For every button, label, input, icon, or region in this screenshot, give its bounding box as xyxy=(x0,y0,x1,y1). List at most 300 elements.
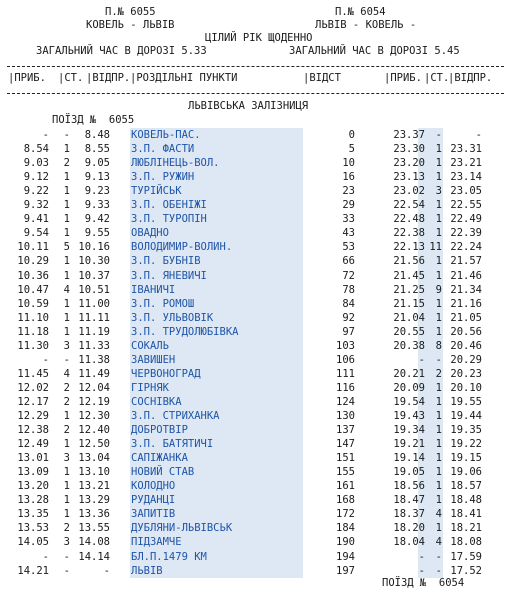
distance: 161 xyxy=(336,480,355,493)
station-name[interactable]: З.П. ФАСТИ xyxy=(131,143,195,156)
table-row xyxy=(0,142,517,156)
departure-left: 9.13 xyxy=(84,171,110,184)
distance: 103 xyxy=(336,339,355,352)
departure-right: 18.41 xyxy=(450,508,482,521)
table-row xyxy=(0,353,517,367)
stop-left: 1 xyxy=(63,171,70,184)
departure-right: 20.10 xyxy=(450,381,482,394)
departure-right: 20.23 xyxy=(450,367,482,380)
station-name[interactable]: ІВАНИЧІ xyxy=(131,283,176,296)
col-st-right: |СТ. xyxy=(424,72,450,84)
stop-left: 2 xyxy=(63,395,70,408)
arrival-right: 18.37 xyxy=(393,508,425,521)
departure-right: 21.46 xyxy=(450,269,482,282)
departure-left: 11.19 xyxy=(78,325,110,338)
table-row xyxy=(0,395,517,409)
distance: 155 xyxy=(336,466,355,479)
stop-left: 1 xyxy=(63,438,70,451)
stop-right: 4 xyxy=(435,536,442,549)
departure-left: 9.23 xyxy=(84,185,110,198)
departure-right: 22.39 xyxy=(450,227,482,240)
station-name[interactable]: З.П. БАТЯТИЧІ xyxy=(131,438,214,451)
departure-left: 13.21 xyxy=(78,480,110,493)
stop-left: - xyxy=(63,129,70,141)
arrival-right: 18.04 xyxy=(393,536,425,549)
distance: 23 xyxy=(342,185,355,198)
station-name[interactable]: ЗАПИТІВ xyxy=(131,508,176,521)
arrival-left: 13.01 xyxy=(17,452,49,465)
arrival-right: - xyxy=(418,550,425,563)
departure-left: 14.08 xyxy=(78,536,110,549)
stop-left: 3 xyxy=(63,452,70,465)
stop-left: 2 xyxy=(63,424,70,437)
arrival-left: 10.36 xyxy=(17,269,49,282)
arrival-left: 12.02 xyxy=(17,381,49,394)
departure-left: 11.38 xyxy=(78,353,110,366)
station-name[interactable]: ЧЕРВОНОГРАД xyxy=(131,367,201,380)
distance: 194 xyxy=(336,550,355,563)
table-row xyxy=(0,479,517,493)
table-row xyxy=(0,269,517,283)
stop-right: 4 xyxy=(435,508,442,521)
station-name[interactable]: ТУРІЙСЬК xyxy=(131,185,182,198)
departure-right: 19.55 xyxy=(450,395,482,408)
distance: 151 xyxy=(336,452,355,465)
stop-left: 1 xyxy=(63,480,70,493)
departure-right: 18.08 xyxy=(450,536,482,549)
station-name[interactable]: ГІРНЯК xyxy=(131,381,169,394)
station-name[interactable]: ДОБРОТВІР xyxy=(131,424,188,437)
table-row xyxy=(0,409,517,423)
col-arr-left: |ПРИБ. xyxy=(8,72,46,84)
departure-left: 13.55 xyxy=(78,522,110,535)
station-name[interactable]: ЗАВИШЕН xyxy=(131,353,176,366)
table-row xyxy=(0,564,517,578)
stop-left: 1 xyxy=(63,143,70,156)
stop-right: 1 xyxy=(435,381,442,394)
departure-right: 23.21 xyxy=(450,157,482,170)
arrival-right: 18.47 xyxy=(393,494,425,507)
arrival-right: 19.34 xyxy=(393,424,425,437)
arrival-left: 13.09 xyxy=(17,466,49,479)
stop-right: 2 xyxy=(435,367,442,380)
distance: 66 xyxy=(342,255,355,268)
departure-right: 17.59 xyxy=(450,550,482,563)
stop-right: 1 xyxy=(435,199,442,212)
departure-left: 14.14 xyxy=(78,550,110,563)
departure-right: 19.35 xyxy=(450,424,482,437)
station-name[interactable]: СОКАЛЬ xyxy=(131,339,169,352)
station-name[interactable]: ОВАДНО xyxy=(131,227,169,240)
station-name[interactable]: ЛЬВІВ xyxy=(131,564,163,577)
station-name[interactable]: З.П. ТРУДОЛЮБІВКА xyxy=(131,325,239,338)
stop-right: 9 xyxy=(435,283,442,296)
arrival-left: 14.21 xyxy=(17,564,49,577)
station-name[interactable]: З.П. ОБЕНІЖІ xyxy=(131,199,207,212)
departure-right: 22.24 xyxy=(450,241,482,254)
station-name[interactable]: ЛЮБЛІНЕЦЬ-ВОЛ. xyxy=(131,157,220,170)
arrival-right: 20.55 xyxy=(393,325,425,338)
departure-right: 20.56 xyxy=(450,325,482,338)
arrival-right: 21.45 xyxy=(393,269,425,282)
stop-left: 1 xyxy=(63,227,70,240)
stop-left: - xyxy=(63,564,70,577)
arrival-right: 20.21 xyxy=(393,367,425,380)
departure-left: 12.04 xyxy=(78,381,110,394)
train-number-right: П.№ 6054 xyxy=(335,6,386,18)
arrival-left: 10.47 xyxy=(17,283,49,296)
arrival-right: 19.05 xyxy=(393,466,425,479)
table-row xyxy=(0,226,517,240)
total-time-right: ЗАГАЛЬНИЙ ЧАС В ДОРОЗІ 5.45 xyxy=(289,45,460,57)
departure-left: 9.42 xyxy=(84,213,110,226)
distance: 197 xyxy=(336,564,355,577)
departure-right: 20.29 xyxy=(450,353,482,366)
arrival-right: 20.09 xyxy=(393,381,425,394)
arrival-right: 22.54 xyxy=(393,199,425,212)
station-name[interactable]: З.П. РОМОШ xyxy=(131,297,195,310)
table-row xyxy=(0,240,517,254)
arrival-right: - xyxy=(418,564,425,577)
table-row xyxy=(0,493,517,507)
stop-left: 5 xyxy=(63,241,70,254)
stop-right: 1 xyxy=(435,325,442,338)
departure-right: - xyxy=(475,129,482,141)
departure-left: 9.33 xyxy=(84,199,110,212)
table-row xyxy=(0,437,517,451)
table-row xyxy=(0,521,517,535)
stop-right: - xyxy=(435,129,442,141)
distance: 137 xyxy=(336,424,355,437)
arrival-left: 8.54 xyxy=(23,143,49,156)
distance: 43 xyxy=(342,227,355,240)
schedule-days: ЦІЛИЙ РІК ЩОДЕННО xyxy=(205,32,313,44)
arrival-right: 19.14 xyxy=(393,452,425,465)
station-name[interactable]: ВОЛОДИМИР-ВОЛИН. xyxy=(131,241,233,254)
stop-left: 1 xyxy=(63,311,70,324)
arrival-right: 22.38 xyxy=(393,227,425,240)
stop-left: 4 xyxy=(63,283,70,296)
distance: 124 xyxy=(336,395,355,408)
arrival-right: 21.04 xyxy=(393,311,425,324)
arrival-left: 11.45 xyxy=(17,367,49,380)
distance: 10 xyxy=(342,157,355,170)
distance: 72 xyxy=(342,269,355,282)
table-row xyxy=(0,465,517,479)
railway-name: ЛЬВІВСЬКА ЗАЛІЗНИЦЯ xyxy=(188,100,309,112)
arrival-right: 20.38 xyxy=(393,339,425,352)
stop-right: 1 xyxy=(435,227,442,240)
arrival-left: 12.49 xyxy=(17,438,49,451)
departure-left: 12.40 xyxy=(78,424,110,437)
table-row xyxy=(0,451,517,465)
distance: 5 xyxy=(348,143,355,156)
departure-right: 21.57 xyxy=(450,255,482,268)
distance: 0 xyxy=(348,129,355,141)
departure-right: 23.05 xyxy=(450,185,482,198)
arrival-right: 23.37 xyxy=(393,129,425,141)
stop-right: 1 xyxy=(435,480,442,493)
stop-right: 1 xyxy=(435,213,442,226)
arrival-right: 22.48 xyxy=(393,213,425,226)
arrival-right: 18.20 xyxy=(393,522,425,535)
table-row xyxy=(0,254,517,268)
station-name[interactable]: ДУБЛЯНИ-ЛЬВІВСЬК xyxy=(131,522,233,535)
departure-left: 12.30 xyxy=(78,410,110,422)
stop-right: 1 xyxy=(435,297,442,310)
stop-left: 1 xyxy=(63,185,70,198)
stop-left: 2 xyxy=(63,157,70,170)
stop-left: 1 xyxy=(63,410,70,422)
arrival-right: 19.21 xyxy=(393,438,425,451)
stop-left: 1 xyxy=(63,494,70,507)
departure-left: 12.50 xyxy=(78,438,110,451)
station-name[interactable]: РУДАНЦІ xyxy=(131,494,176,507)
table-row xyxy=(0,184,517,198)
station-name[interactable]: З.П. ТУРОПІН xyxy=(131,213,207,226)
station-name[interactable]: НОВИЙ СТАВ xyxy=(131,466,195,479)
departure-left: 13.36 xyxy=(78,508,110,521)
stop-left: - xyxy=(63,550,70,563)
station-name[interactable]: З.П. ЯНЕВИЧІ xyxy=(131,269,207,282)
stop-right: 1 xyxy=(435,255,442,268)
departure-left: 13.04 xyxy=(78,452,110,465)
arrival-left: - xyxy=(42,550,49,563)
station-name[interactable]: З.П. СТРИХАНКА xyxy=(131,410,220,422)
distance: 33 xyxy=(342,213,355,226)
stop-left: 2 xyxy=(63,522,70,535)
departure-left: 10.37 xyxy=(78,269,110,282)
arrival-left: - xyxy=(42,129,49,141)
arrival-right: 22.13 xyxy=(393,241,425,254)
stop-left: 4 xyxy=(63,367,70,380)
arrival-left: 13.28 xyxy=(17,494,49,507)
arrival-right: 23.20 xyxy=(393,157,425,170)
arrival-left: 12.38 xyxy=(17,424,49,437)
departure-right: 22.55 xyxy=(450,199,482,212)
stop-left: 3 xyxy=(63,536,70,549)
stop-left: 1 xyxy=(63,297,70,310)
distance: 97 xyxy=(342,325,355,338)
table-row xyxy=(0,297,517,311)
departure-left: 11.33 xyxy=(78,339,110,352)
arrival-left: - xyxy=(42,353,49,366)
table-row xyxy=(0,128,517,142)
train-number-left: П.№ 6055 xyxy=(105,6,156,18)
stop-left: 2 xyxy=(63,381,70,394)
departure-left: 11.00 xyxy=(78,297,110,310)
arrival-right: 19.54 xyxy=(393,395,425,408)
stop-right: - xyxy=(435,550,442,563)
arrival-left: 9.03 xyxy=(23,157,49,170)
distance: 16 xyxy=(342,171,355,184)
arrival-left: 12.29 xyxy=(17,410,49,422)
stop-left: 1 xyxy=(63,508,70,521)
stop-left: 1 xyxy=(63,325,70,338)
arrival-right: 18.56 xyxy=(393,480,425,493)
divider-top xyxy=(7,66,504,67)
arrival-right: 21.56 xyxy=(393,255,425,268)
departure-left: 13.29 xyxy=(78,494,110,507)
distance: 168 xyxy=(336,494,355,507)
arrival-left: 13.35 xyxy=(17,508,49,521)
departure-left: 12.19 xyxy=(78,395,110,408)
departure-right: 21.16 xyxy=(450,297,482,310)
col-distance: |ВІДСТ xyxy=(303,72,341,84)
departure-right: 21.05 xyxy=(450,311,482,324)
table-row xyxy=(0,535,517,549)
table-row xyxy=(0,311,517,325)
departure-left: 8.48 xyxy=(84,129,110,141)
arrival-left: 11.10 xyxy=(17,311,49,324)
arrival-left: 10.29 xyxy=(17,255,49,268)
departure-left: 10.16 xyxy=(78,241,110,254)
col-dep-left: |ВІДПР. xyxy=(86,72,131,84)
stop-left: 1 xyxy=(63,466,70,479)
departure-right: 23.31 xyxy=(450,143,482,156)
station-name[interactable]: САПІЖАНКА xyxy=(131,452,188,465)
stop-right: 1 xyxy=(435,522,442,535)
stop-right: 1 xyxy=(435,395,442,408)
stop-right: 1 xyxy=(435,143,442,156)
distance: 184 xyxy=(336,522,355,535)
departure-left: 9.55 xyxy=(84,227,110,240)
stop-left: 1 xyxy=(63,199,70,212)
departure-right: 23.14 xyxy=(450,171,482,184)
table-row xyxy=(0,156,517,170)
departure-left: 11.11 xyxy=(78,311,110,324)
stop-right: 1 xyxy=(435,157,442,170)
arrival-left: 13.53 xyxy=(17,522,49,535)
table-row xyxy=(0,212,517,226)
station-name[interactable]: БЛ.П.1479 КМ xyxy=(131,550,207,563)
stop-left: 3 xyxy=(63,339,70,352)
station-name[interactable]: З.П. БУБНІВ xyxy=(131,255,201,268)
arrival-left: 13.20 xyxy=(17,480,49,493)
departure-left: 13.10 xyxy=(78,466,110,479)
station-name[interactable]: З.П. РУЖИН xyxy=(131,171,195,184)
stop-right: 11 xyxy=(429,241,442,254)
departure-left: 11.49 xyxy=(78,367,110,380)
arrival-right: 19.43 xyxy=(393,410,425,422)
arrival-right: 23.13 xyxy=(393,171,425,184)
departure-right: 19.22 xyxy=(450,438,482,451)
distance: 78 xyxy=(342,283,355,296)
arrival-right: 21.15 xyxy=(393,297,425,310)
arrival-left: 14.05 xyxy=(17,536,49,549)
route-right: ЛЬВІВ - КОВЕЛЬ - xyxy=(315,19,417,31)
station-name[interactable]: ПІДЗАМЧЕ xyxy=(131,536,182,549)
table-row xyxy=(0,283,517,297)
table-row xyxy=(0,325,517,339)
table-row xyxy=(0,423,517,437)
stop-left: 1 xyxy=(63,255,70,268)
stop-right: 1 xyxy=(435,424,442,437)
departure-right: 17.52 xyxy=(450,564,482,577)
table-row xyxy=(0,550,517,564)
departure-right: 22.49 xyxy=(450,213,482,226)
arrival-left: 9.41 xyxy=(23,213,49,226)
station-name[interactable]: СОСНІВКА xyxy=(131,395,182,408)
station-name[interactable]: З.П. УЛЬВОВІК xyxy=(131,311,214,324)
distance: 53 xyxy=(342,241,355,254)
stop-right: - xyxy=(435,353,442,366)
departure-right: 18.48 xyxy=(450,494,482,507)
departure-right: 19.44 xyxy=(450,410,482,422)
stop-right: 1 xyxy=(435,311,442,324)
table-row xyxy=(0,170,517,184)
table-row xyxy=(0,198,517,212)
departure-left: 9.05 xyxy=(84,157,110,170)
route-left: КОВЕЛЬ - ЛЬВІВ xyxy=(86,19,175,31)
distance: 84 xyxy=(342,297,355,310)
distance: 116 xyxy=(336,381,355,394)
divider-columns xyxy=(7,93,504,94)
departure-left: 10.51 xyxy=(78,283,110,296)
distance: 106 xyxy=(336,353,355,366)
arrival-right: - xyxy=(418,353,425,366)
stop-right: - xyxy=(435,564,442,577)
stop-right: 1 xyxy=(435,438,442,451)
table-row xyxy=(0,507,517,521)
departure-right: 19.06 xyxy=(450,466,482,479)
col-stations: |РОЗДІЛЬНІ ПУНКТИ xyxy=(130,72,238,84)
arrival-left: 9.12 xyxy=(23,171,49,184)
arrival-right: 21.25 xyxy=(393,283,425,296)
departure-right: 18.21 xyxy=(450,522,482,535)
station-name[interactable]: КОВЕЛЬ-ПАС. xyxy=(131,129,201,141)
train-label-bottom: ПОЇЗД № 6054 xyxy=(382,577,465,589)
arrival-left: 11.30 xyxy=(17,339,49,352)
departure-left: 10.30 xyxy=(78,255,110,268)
stop-right: 8 xyxy=(435,339,442,352)
distance: 29 xyxy=(342,199,355,212)
departure-right: 20.46 xyxy=(450,339,482,352)
arrival-left: 10.59 xyxy=(17,297,49,310)
stop-right: 1 xyxy=(435,269,442,282)
departure-right: 19.15 xyxy=(450,452,482,465)
table-row xyxy=(0,381,517,395)
col-arr-right: |ПРИБ. xyxy=(384,72,422,84)
table-row xyxy=(0,367,517,381)
stop-right: 1 xyxy=(435,410,442,422)
distance: 172 xyxy=(336,508,355,521)
stop-left: - xyxy=(63,353,70,366)
departure-right: 21.34 xyxy=(450,283,482,296)
departure-right: 18.57 xyxy=(450,480,482,493)
distance: 147 xyxy=(336,438,355,451)
stop-left: 1 xyxy=(63,269,70,282)
train-label-top: ПОЇЗД № 6055 xyxy=(52,114,135,126)
stop-left: 1 xyxy=(63,213,70,226)
distance: 92 xyxy=(342,311,355,324)
table-row xyxy=(0,339,517,353)
arrival-left: 9.22 xyxy=(23,185,49,198)
stop-right: 1 xyxy=(435,452,442,465)
departure-left: 8.55 xyxy=(84,143,110,156)
total-time-left: ЗАГАЛЬНИЙ ЧАС В ДОРОЗІ 5.33 xyxy=(36,45,207,57)
col-st-left: |СТ. xyxy=(58,72,84,84)
stop-right: 1 xyxy=(435,466,442,479)
stop-right: 1 xyxy=(435,494,442,507)
stop-right: 3 xyxy=(435,185,442,198)
arrival-left: 11.18 xyxy=(17,325,49,338)
departure-left: - xyxy=(103,564,110,577)
stop-right: 1 xyxy=(435,171,442,184)
station-name[interactable]: КОЛОДНО xyxy=(131,480,176,493)
distance: 111 xyxy=(336,367,355,380)
distance: 190 xyxy=(336,536,355,549)
